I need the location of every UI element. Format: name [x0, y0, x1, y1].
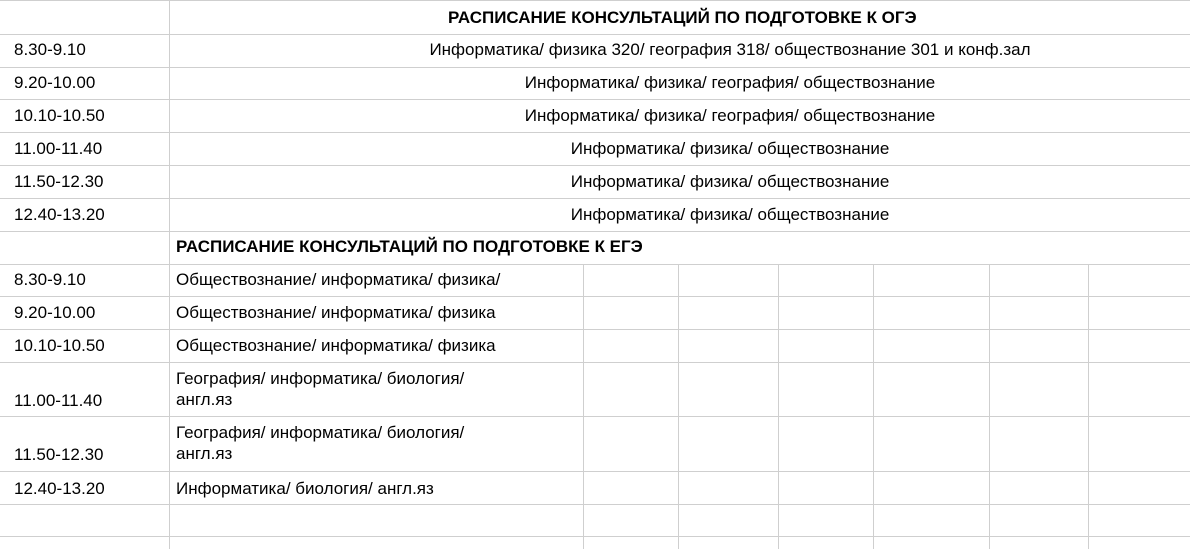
oge-time-cell[interactable]: 8.30-9.10 — [14, 40, 86, 59]
grid-line — [0, 67, 1190, 68]
oge-subjects-cell[interactable]: Информатика/ физика 320/ география 318/ обществознание 301 и конф.зал — [429, 40, 1031, 59]
grid-line — [0, 536, 1190, 537]
ege-subjects-cell-line2[interactable]: англ.яз — [176, 444, 233, 463]
grid-line — [0, 99, 1190, 100]
ege-subjects-cell[interactable]: Обществознание/ информатика/ физика — [176, 336, 496, 355]
ege-time-cell[interactable]: 8.30-9.10 — [14, 270, 86, 289]
grid-line — [0, 0, 1190, 1]
oge-subjects-cell[interactable]: Информатика/ физика/ география/ обществознание — [524, 106, 936, 125]
grid-line — [0, 132, 1190, 133]
grid-line — [0, 231, 1190, 232]
ege-time-cell[interactable]: 12.40-13.20 — [14, 479, 105, 498]
grid-line — [0, 264, 1190, 265]
ege-subjects-cell[interactable]: Обществознание/ информатика/ физика — [176, 303, 496, 322]
ege-title: РАСПИСАНИЕ КОНСУЛЬТАЦИЙ ПО ПОДГОТОВКЕ К ЕГЭ — [176, 237, 643, 256]
oge-time-cell[interactable]: 12.40-13.20 — [14, 205, 105, 224]
grid-line — [0, 471, 1190, 472]
grid-line — [1088, 264, 1089, 549]
ege-subjects-cell[interactable]: Информатика/ биология/ англ.яз — [176, 479, 434, 498]
oge-time-cell[interactable]: 10.10-10.50 — [14, 106, 105, 125]
grid-line — [0, 329, 1190, 330]
grid-line — [0, 165, 1190, 166]
ege-subjects-cell[interactable]: Обществознание/ информатика/ физика/ — [176, 270, 501, 289]
grid-line — [678, 264, 679, 549]
grid-line — [989, 264, 990, 549]
grid-line — [583, 264, 584, 549]
grid-line — [873, 264, 874, 549]
oge-subjects-cell[interactable]: Информатика/ физика/ обществознание — [570, 205, 890, 224]
ege-subjects-cell-line2[interactable]: англ.яз — [176, 390, 233, 409]
ege-subjects-cell[interactable]: География/ информатика/ биология/ — [176, 423, 465, 442]
oge-time-cell[interactable]: 9.20-10.00 — [14, 73, 96, 92]
oge-subjects-cell[interactable]: Информатика/ физика/ обществознание — [570, 172, 890, 191]
ege-subjects-cell[interactable]: География/ информатика/ биология/ — [176, 369, 465, 388]
grid-line — [778, 264, 779, 549]
grid-line — [0, 416, 1190, 417]
oge-subjects-cell[interactable]: Информатика/ физика/ обществознание — [570, 139, 890, 158]
oge-subjects-cell[interactable]: Информатика/ физика/ география/ обществознание — [524, 73, 936, 92]
grid-line — [0, 198, 1190, 199]
grid-line — [0, 296, 1190, 297]
grid-line — [0, 504, 1190, 505]
ege-time-cell[interactable]: 11.00-11.40 — [14, 391, 103, 410]
ege-time-cell[interactable]: 10.10-10.50 — [14, 336, 105, 355]
oge-title: РАСПИСАНИЕ КОНСУЛЬТАЦИЙ ПО ПОДГОТОВКЕ К ОГЭ — [448, 8, 917, 27]
ege-time-cell[interactable]: 9.20-10.00 — [14, 303, 96, 322]
oge-time-cell[interactable]: 11.50-12.30 — [14, 172, 104, 191]
grid-line — [0, 34, 1190, 35]
grid-line — [0, 362, 1190, 363]
oge-time-cell[interactable]: 11.00-11.40 — [14, 139, 103, 158]
ege-time-cell[interactable]: 11.50-12.30 — [14, 445, 104, 464]
